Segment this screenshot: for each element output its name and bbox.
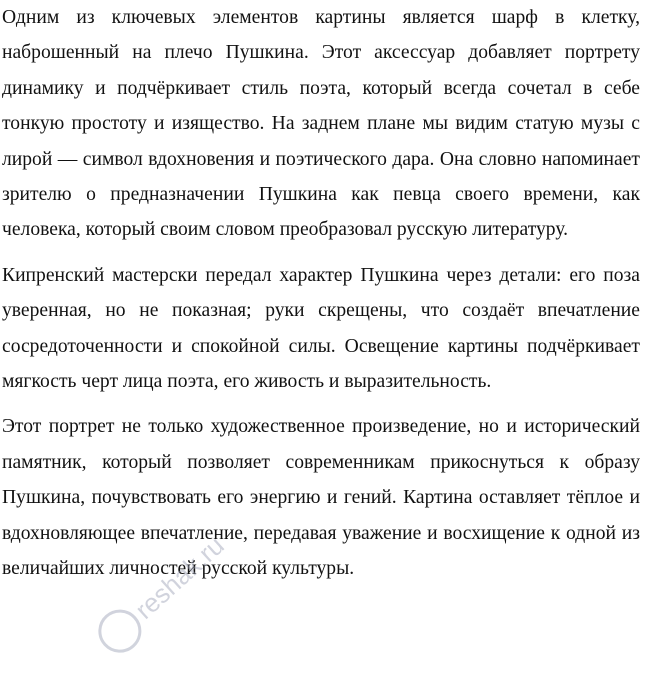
watermark-text: reshak.ru (129, 530, 230, 625)
paragraph-3: Этот портрет не только художественное произведение, но и исторический памятник, который позволяет современникам прикоснуться к образу Пушкина, почувствовать его энергию и гений. Картина оставляет тёплое и вдохновляющее впечатление, передавая уважение и восхищение к одной из величайших личностей русской культуры. (2, 416, 640, 580)
paragraph-2: Кипренский мастерски передал характер Пушкина через детали: его поза уверенная, но не показная; руки скрещены, что создаёт впечатление сосредоточенности и спокойной силы. Освещение картины подчёркивает мягкость черт лица поэта, его живость и выразительность. (2, 264, 640, 393)
paragraph-1: Одним из ключевых элементов картины является шарф в клетку, наброшенный на плечо Пушкина. Этот аксессуар добавляет портрету динамику и подчёркивает стиль поэта, который всегда сочетал в себе тонкую простоту и изящество. На заднем плане мы видим статую музы с лирой — символ вдохновения и поэтического дара. Она словно напоминает зрителю о предназначении Пушкина как певца своего времени, как человека, который своим словом преобразовал русскую литературу. (2, 7, 640, 241)
